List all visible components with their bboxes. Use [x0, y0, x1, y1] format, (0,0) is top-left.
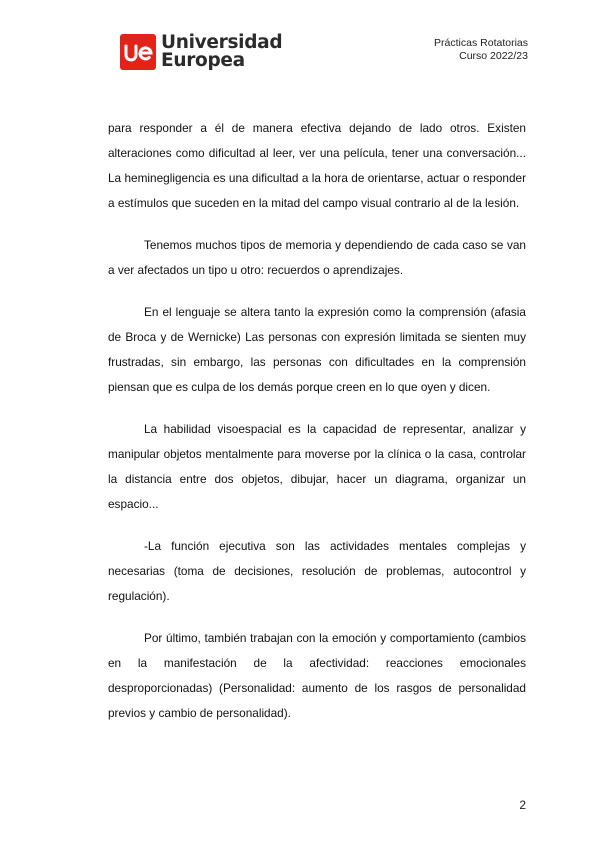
document-body [108, 116, 526, 743]
paragraph-lenguaje: En el lenguaje se altera tanto la expresión como la comprensión (afasia de Broca y de Wernicke) Las personas con expresión limitada se sienten muy frustradas, sin embargo, las personas con dificultades en la comprensión piensan que es culpa de los demás porque creen en lo que oyen y dicen. [108, 305, 526, 394]
ue-logo-icon [120, 34, 156, 70]
paragraph-emocion: Por último, también trabajan con la emoción y comportamiento (cambios en la manifestación de la afectividad: reacciones emocionales desproporcionadas) (Personalidad: aumento de los rasgos de personalidad previos y cambio de personalidad). [108, 631, 526, 720]
paragraph-visoespacial: La habilidad visoespacial es la capacidad de representar, analizar y manipular objetos mentalmente para moverse por la clínica o la casa, controlar la distancia entre dos objetos, dibujar, hacer un diagrama, organizar un espacio... [108, 422, 526, 511]
logo-line-1: Universidad [161, 32, 283, 53]
logo-line-2: Europea [161, 50, 245, 71]
paragraph-continuation: para responder a él de manera efectiva dejando de lado otros. Existen alteraciones como dificultad al leer, ver una película, tener una conversación... La heminegligencia es una dificultad a la hora de orientarse, actuar o responder a estímulos que suceden en la mitad del campo visual contrario al de la lesión. [108, 121, 526, 210]
paragraph-funcion-ejecutiva: -La función ejecutiva son las actividades mentales complejas y necesarias (toma de decisiones, resolución de problemas, autocontrol y regulación). [108, 539, 526, 603]
document-title: Prácticas Rotatorias [434, 37, 528, 49]
logo-wordmark [161, 34, 282, 70]
paragraph-memoria: Tenemos muchos tipos de memoria y dependiendo de cada caso se van a ver afectados un tipo u otro: recuerdos o aprendizajes. [108, 238, 526, 277]
university-logo [120, 34, 282, 70]
document-header-info [434, 37, 528, 63]
course-label: Curso 2022/23 [459, 50, 528, 62]
page-number: 2 [519, 798, 526, 812]
